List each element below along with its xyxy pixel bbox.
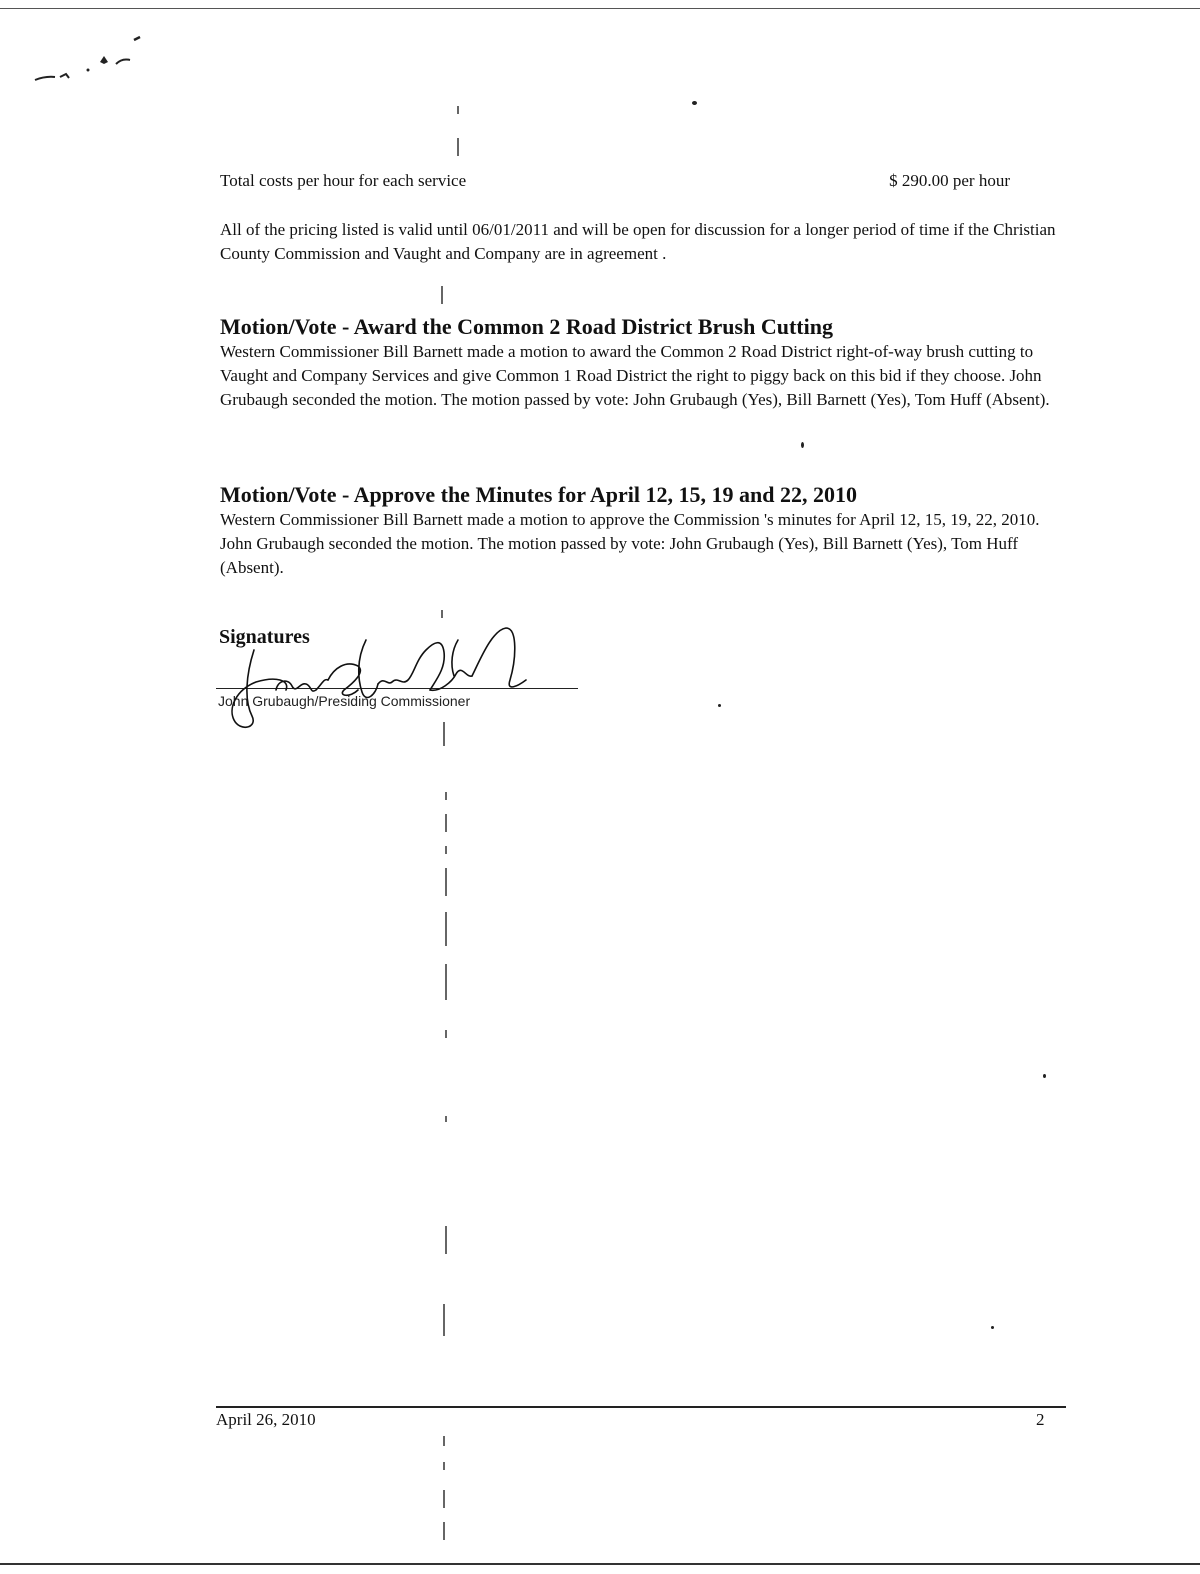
handwritten-signature [216, 620, 596, 740]
total-cost-row [220, 171, 1020, 195]
section-body: Western Commissioner Bill Barnett made a motion to award the Common 2 Road District right-of-way brush cutting to Vaught and Company Services and give Common 1 Road District the right to piggy back on this bid if they choose. John Grubaugh seconded the motion. The motion passed by vote: John Grubaugh (Yes), Bill Barnett (Yes), Tom Huff (Absent). [220, 342, 1050, 409]
motion-section-approve-minutes [220, 482, 1070, 580]
section-body: Western Commissioner Bill Barnett made a motion to approve the Commission 's minutes for April 12, 15, 19, 22, 2010. John Grubaugh seconded the motion. The motion passed by vote: John Grubaugh (Yes), Bill Barnett (Yes), Tom Huff (Absent). [220, 510, 1040, 577]
scan-speck [692, 101, 697, 105]
footer-divider [216, 1406, 1066, 1408]
page-number: 2 [1036, 1410, 1045, 1429]
footer-date: April 26, 2010 [216, 1410, 316, 1429]
scan-artifact-specks [30, 30, 160, 90]
signer-name-line: John Grubaugh/Presiding Commissioner [218, 693, 471, 709]
scan-speck [1043, 1074, 1046, 1078]
scan-speck [991, 1326, 994, 1329]
section-heading: Motion/Vote - Approve the Minutes for April 12, 15, 19 and 22, 2010 [220, 482, 858, 507]
signatures-heading: Signatures [219, 626, 310, 648]
scan-edge-line [0, 8, 1200, 9]
section-heading: Motion/Vote - Award the Common 2 Road District Brush Cutting [220, 314, 833, 339]
motion-section-brush-cutting [220, 314, 1070, 412]
total-cost-value: $ 290.00 per hour [889, 171, 1010, 190]
scan-edge-line [0, 1563, 1200, 1565]
scan-speck [718, 704, 721, 707]
pricing-validity-paragraph: All of the pricing listed is valid until 06/01/2011 and will be open for discussion for a longer period of time if the Christian County Commission and Vaught and Company are in agreement . [220, 220, 1056, 263]
total-cost-label: Total costs per hour for each service [220, 171, 467, 190]
scan-speck [801, 442, 804, 448]
scan-artifact-marks [430, 90, 470, 1560]
signature-block [216, 620, 596, 740]
